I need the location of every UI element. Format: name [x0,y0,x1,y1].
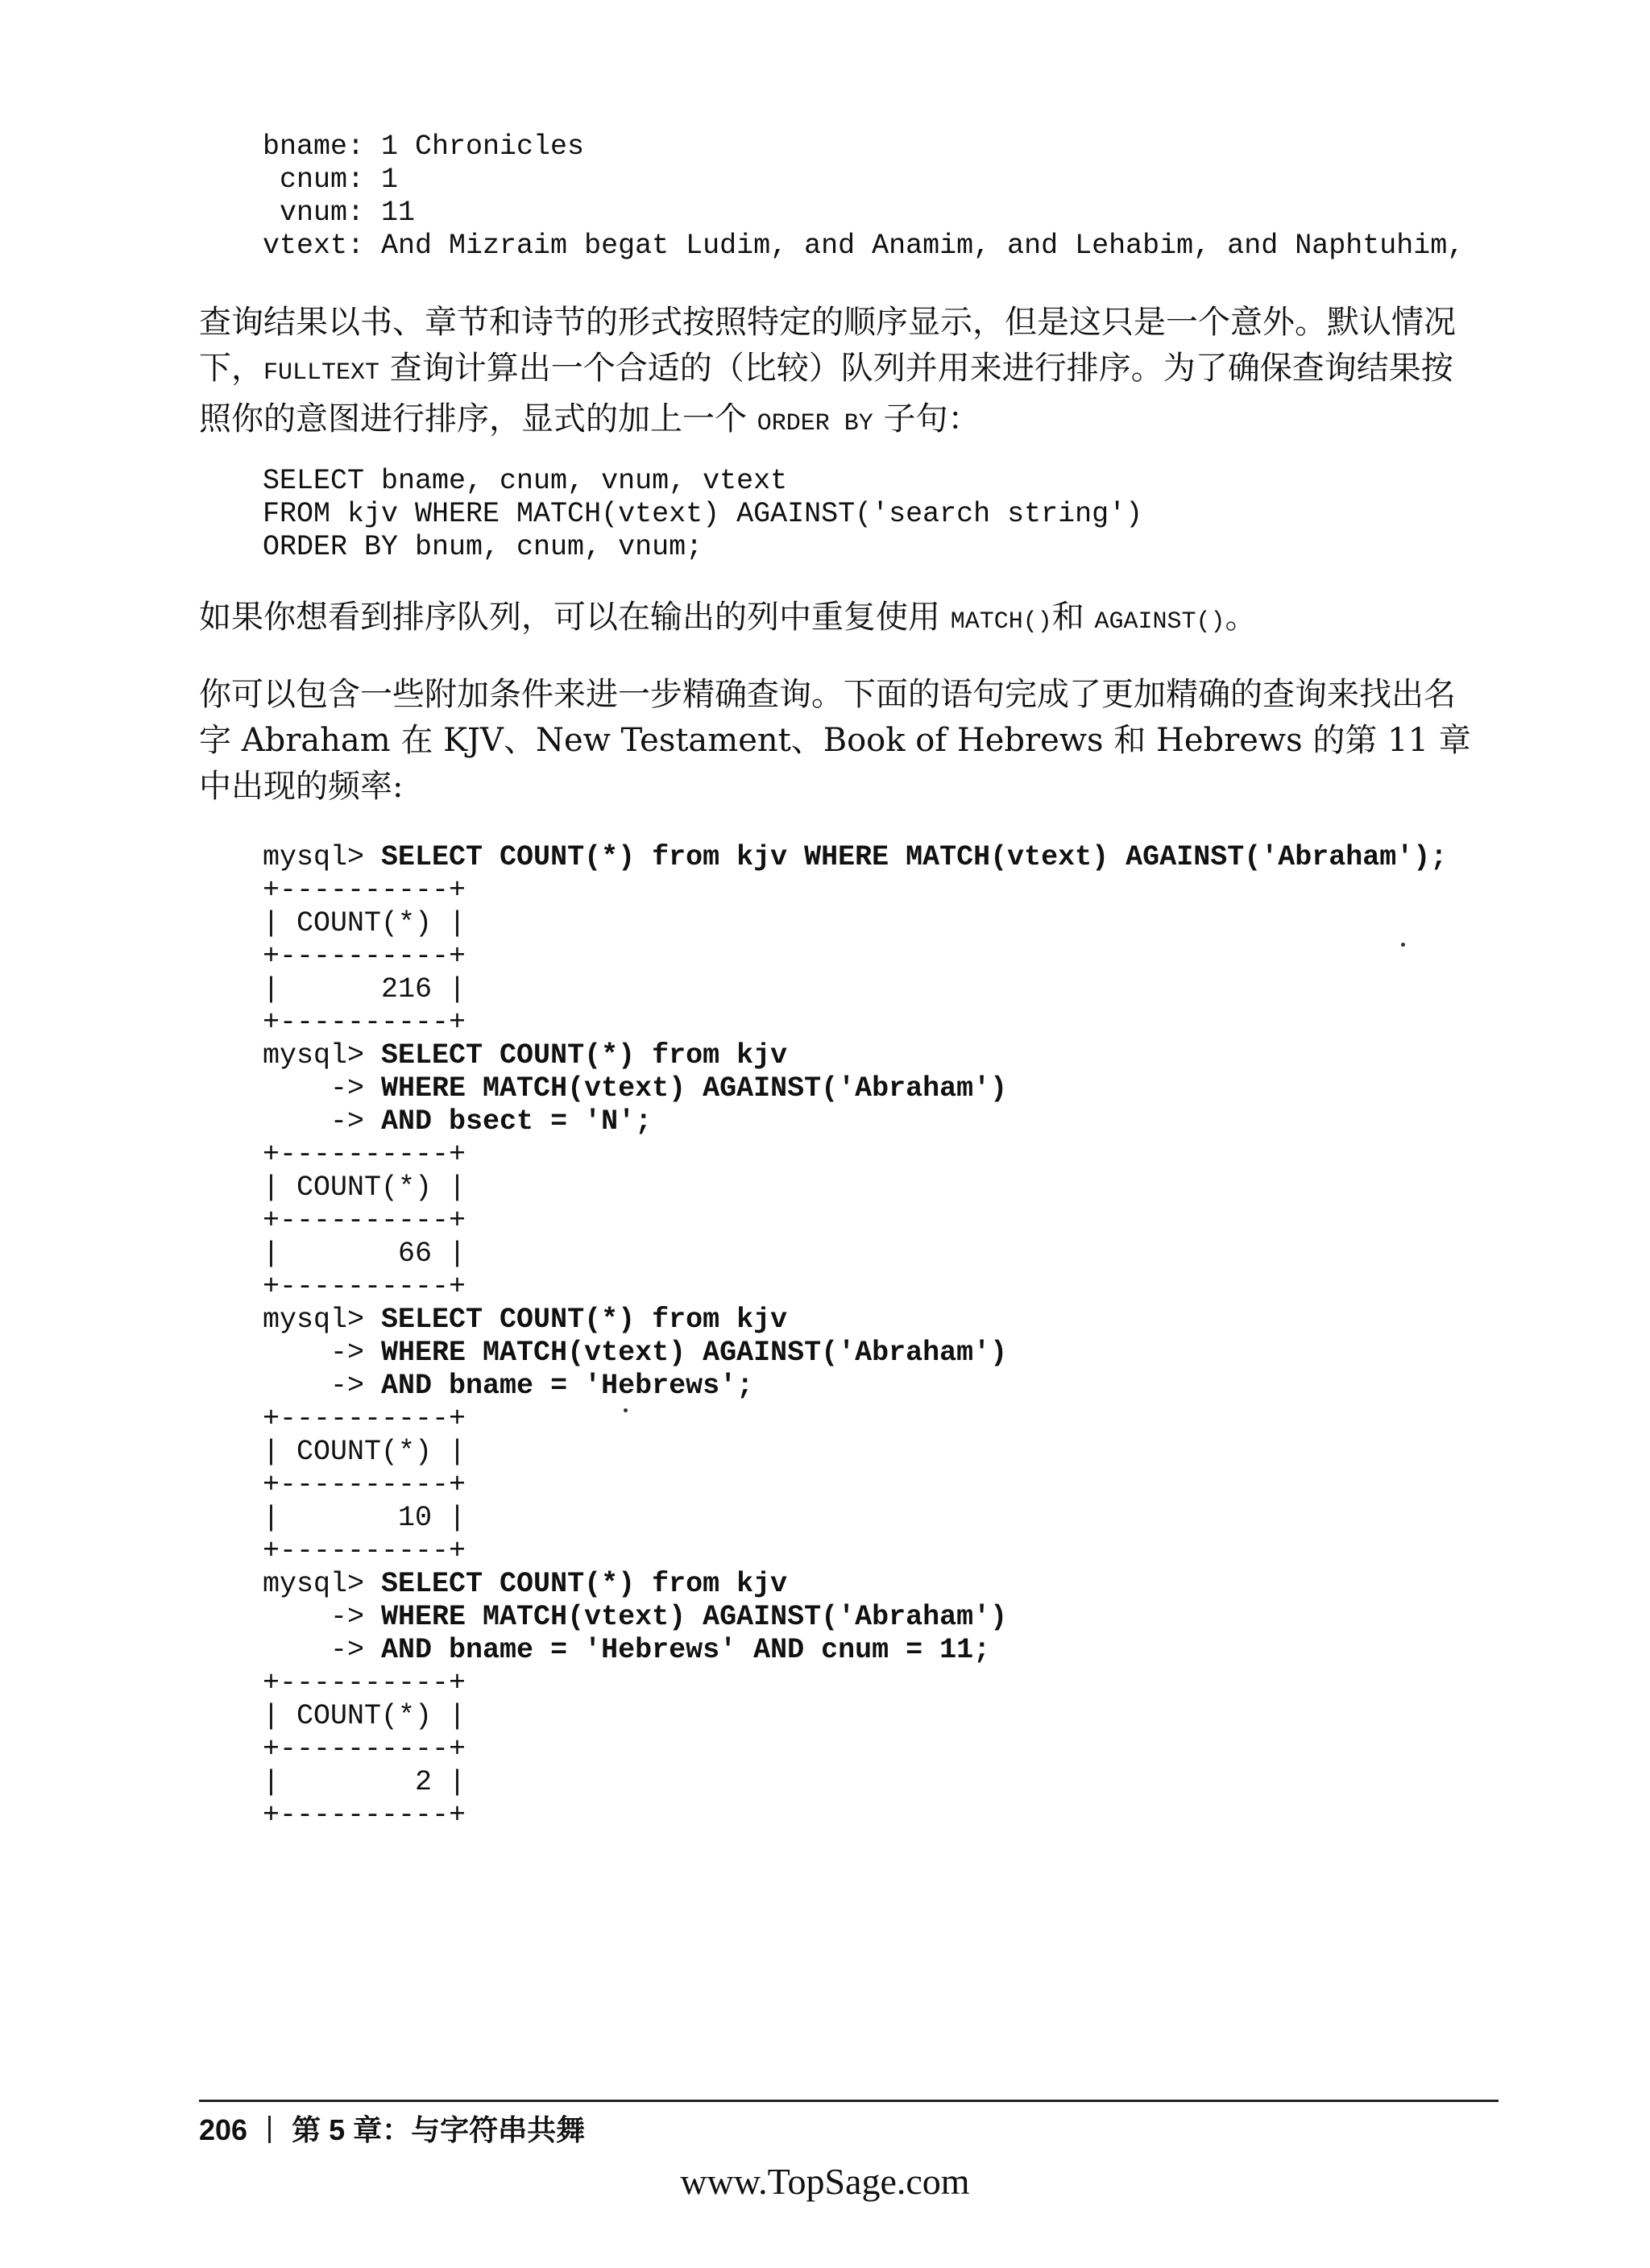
continuation-prompt: -> [263,1337,382,1369]
query-text: AND bsect = 'N'; [381,1105,653,1138]
paragraph-text: 如果你想看到排序队列，可以在输出的列中重复使用 [199,599,951,636]
table-border: +----------+ [263,1138,466,1171]
code-line: SELECT bname, cnum, vnum, vtext [263,465,788,497]
query-text: AND bname = 'Hebrews' AND cnum = 11; [381,1634,991,1666]
page-number: 206 [199,2113,248,2146]
query-text: WHERE MATCH(vtext) AGAINST('Abraham') [381,1601,1008,1633]
paragraph-text: 。 [1225,599,1258,636]
table-border: +----------+ [263,1667,466,1699]
table-row: | 10 | [263,1502,466,1534]
query-line [263,1601,1447,1634]
inline-code: MATCH() [950,608,1052,636]
query-text: AND bname = 'Hebrews'; [381,1370,754,1402]
table-border: +----------+ [263,1271,466,1303]
site-watermark: www.TopSage.com [680,2161,970,2202]
continuation-prompt: -> [263,1634,382,1666]
paragraph-text: 查询计算出一个合适的（比较）队列并用来进行排序。为了确保查询结果按照你的意图进行排序，显式的加上一个 [199,350,1453,437]
table-header: | COUNT(*) | [263,907,466,939]
paragraph-text: 子句： [873,400,980,437]
print-speck [1401,943,1405,947]
table-row: | 66 | [263,1238,466,1270]
continuation-prompt: -> [263,1072,382,1105]
continuation-prompt: -> [263,1105,382,1138]
continuation-prompt: -> [263,1601,382,1633]
query-line [263,1304,1447,1337]
mysql-prompt: mysql> [263,1039,382,1072]
query-line [263,1072,1447,1105]
record-bname: bname: 1 Chronicles [263,131,585,163]
mysql-prompt: mysql> [263,1304,382,1336]
table-border: +----------+ [263,940,466,972]
query-text: WHERE MATCH(vtext) AGAINST('Abraham') [381,1072,1008,1105]
print-speck [624,1408,628,1412]
mysql-prompt: mysql> [263,841,382,873]
table-border: +----------+ [263,1204,466,1237]
paragraph-match-against [199,595,1480,645]
query-text: SELECT COUNT(*) from kjv [381,1039,788,1072]
inline-code: FULLTEXT [263,359,380,387]
query-line [263,1039,1447,1072]
inline-code: ORDER BY [757,410,873,437]
table-row: | 2 | [263,1766,466,1798]
paragraph-text: 和 [1051,599,1095,636]
mysql-prompt: mysql> [263,1568,382,1600]
table-border: +----------+ [263,1006,466,1039]
record-cnum: cnum: 1 [263,164,399,196]
table-header: | COUNT(*) | [263,1436,466,1468]
query-text: SELECT COUNT(*) from kjv WHERE MATCH(vtext) AGAINST('Abraham'); [381,841,1448,873]
table-border: +----------+ [263,1535,466,1567]
query-line [263,1105,1447,1138]
query-text: SELECT COUNT(*) from kjv [381,1568,788,1600]
table-border: +----------+ [263,1469,466,1501]
page-footer [199,2113,585,2148]
footer-separator [268,2116,271,2143]
paragraph-ordering [199,300,1480,447]
table-border: +----------+ [263,1799,466,1831]
continuation-prompt: -> [263,1370,382,1402]
table-border: +----------+ [263,874,466,906]
table-border: +----------+ [263,1403,466,1435]
record-output [263,131,1464,263]
code-line: ORDER BY bnum, cnum, vnum; [263,531,703,563]
table-header: | COUNT(*) | [263,1700,466,1732]
table-border: +----------+ [263,1733,466,1765]
record-vnum: vnum: 11 [263,197,416,229]
table-row: | 216 | [263,973,466,1005]
query-text: SELECT COUNT(*) from kjv [381,1304,788,1336]
mysql-session [263,841,1447,1832]
query-line [263,1370,1447,1403]
paragraph-additional-conditions: 你可以包含一些附加条件来进一步精确查询。下面的语句完成了更加精确的查询来找出名字 Abraham 在 KJV、New Testament、Book of Hebrews 和 Hebrews 的第 11 章中出现的频率: [199,676,1471,805]
code-line: FROM kjv WHERE MATCH(vtext) AGAINST('search string') [263,498,1143,530]
record-vtext: vtext: And Mizraim begat Ludim, and Anamim, and Lehabim, and Naphtuhim, [263,230,1465,262]
query-line [263,1568,1447,1601]
footer-rule [199,2100,1499,2102]
table-header: | COUNT(*) | [263,1171,466,1204]
query-line [263,1337,1447,1370]
order-by-query [263,465,1142,564]
query-line [263,1634,1447,1667]
query-line [263,841,1447,874]
query-text: WHERE MATCH(vtext) AGAINST('Abraham') [381,1337,1008,1369]
chapter-title: 第 5 章：与字符串共舞 [292,2113,586,2146]
inline-code: AGAINST() [1094,608,1225,636]
paragraph-text: 查询结果以书、章节和诗节的形式按照特定的顺序显示，但是这只是一个意外。默认情况下， [199,304,1456,387]
